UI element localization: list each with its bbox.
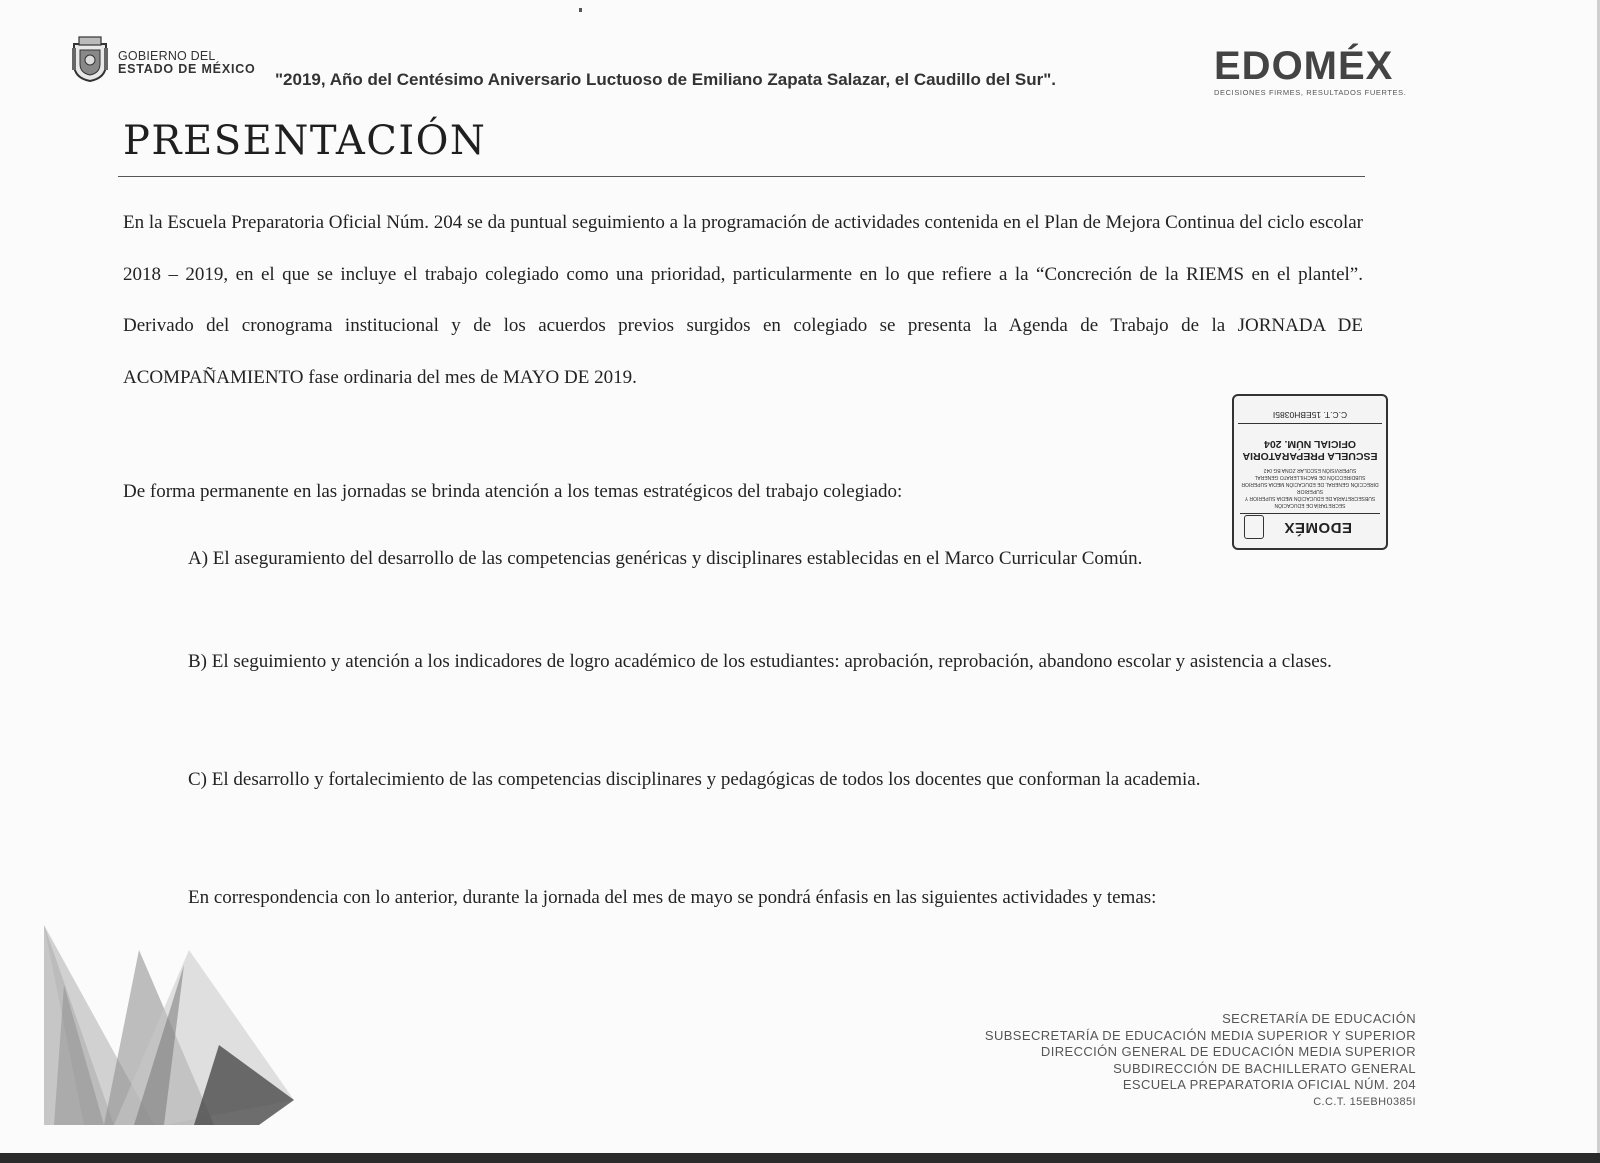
footer-line: ESCUELA PREPARATORIA OFICIAL NÚM. 204 [1122, 1077, 1416, 1092]
state-crest-icon [70, 34, 110, 82]
edomex-logo-word: EDOMÉX [1214, 44, 1394, 88]
year-motto: "2019, Año del Centésimo Aniversario Luctuoso de Emiliano Zapata Salazar, el Caudillo del Sur". [275, 70, 1057, 89]
stamp-lines [1240, 466, 1380, 508]
footer-line: DIRECCIÓN GENERAL DE EDUCACIÓN MEDIA SUPERIOR [1040, 1044, 1416, 1059]
intro-paragraph: En la Escuela Preparatoria Oficial Núm. 204 se da puntual seguimiento a la programación de actividades contenida en el Plan de Mejora Continua del ciclo escolar 2018 – 2019, en el que se incluye el trabajo colegiado como una prioridad, particularmente en lo que refiere a la “Concreción de la RIEMS en el plantel”. Derivado del cronograma institucional y de los acuerdos previos surgidos en colegiado se presenta la Agenda de Trabajo de la JORNADA DE ACOMPAÑAMIENTO fase ordinaria del mes de MAYO DE 2019. [123, 212, 1363, 388]
stamp-line: SECRETARÍA DE EDUCACIÓN [1274, 502, 1346, 508]
footer-line: SECRETARÍA DE EDUCACIÓN [1222, 1011, 1416, 1026]
document-header [70, 34, 1440, 104]
stamp-line: SUPERVISIÓN ESCOLAR ZONA BG 042 [1263, 467, 1357, 473]
stamp-header [1240, 513, 1380, 542]
stamp-school-name [1238, 438, 1382, 462]
stamp-name-line-2: OFICIAL NÚM. 204 [1264, 438, 1356, 450]
government-line-2: ESTADO DE MÉXICO [118, 62, 256, 76]
footer-line: SUBDIRECCIÓN DE BACHILLERATO GENERAL [1113, 1060, 1416, 1076]
mountain-logo-icon [44, 925, 304, 1125]
edomex-logo [1210, 44, 1440, 104]
topics-intro-paragraph: De forma permanente en las jornadas se brinda atención a los temas estratégicos del trabajo colegiado: [123, 481, 903, 502]
stamp-line: SUBDIRECCIÓN DE BACHILLERATO GENERAL [1254, 474, 1366, 480]
stamp-crest-icon [1244, 515, 1264, 539]
scan-bottom-band [0, 1153, 1600, 1163]
school-stamp [1232, 394, 1388, 550]
stamp-line: SUBSECRETARÍA DE EDUCACIÓN MEDIA SUPERIOR Y SUPERIOR [1244, 488, 1376, 501]
stamp-cct: C.C.T. 15EBH0385I [1238, 410, 1382, 424]
title-divider [118, 176, 1365, 177]
government-label [118, 50, 256, 76]
footer-line: SUBSECRETARÍA DE EDUCACIÓN MEDIA SUPERIOR Y SUPERIOR [984, 1027, 1416, 1043]
edomex-tagline: DECISIONES FIRMES, RESULTADOS FUERTES. [1214, 88, 1407, 97]
page-title: PRESENTACIÓN [123, 118, 487, 164]
topic-item-a: A) El aseguramiento del desarrollo de las competencias genéricas y disciplinares establecidas en el Marco Curricular Común. [188, 548, 1143, 569]
government-line-1: GOBIERNO DEL [118, 49, 216, 63]
scan-speck [579, 8, 582, 12]
institution-footer [985, 1011, 1416, 1110]
stamp-name-line-1: ESCUELA PREPARATORIA [1242, 450, 1378, 462]
topic-item-b: B) El seguimiento y atención a los indicadores de logro académico de los estudiantes: aprobación, reprobación, abandono escolar y asistencia a clases. [188, 651, 1332, 672]
footer-cct: C.C.T. 15EBH0385I [1313, 1095, 1416, 1108]
stamp-brand: EDOMÉX [1283, 519, 1352, 536]
closing-paragraph: En correspondencia con lo anterior, durante la jornada del mes de mayo se pondrá énfasis en las siguientes actividades y temas: [188, 887, 1157, 908]
topic-item-c: C) El desarrollo y fortalecimiento de las competencias disciplinares y pedagógicas de todos los docentes que conforman la academia. [188, 769, 1201, 790]
stamp-line: DIRECCIÓN GENERAL DE EDUCACIÓN MEDIA SUPERIOR [1241, 481, 1379, 487]
